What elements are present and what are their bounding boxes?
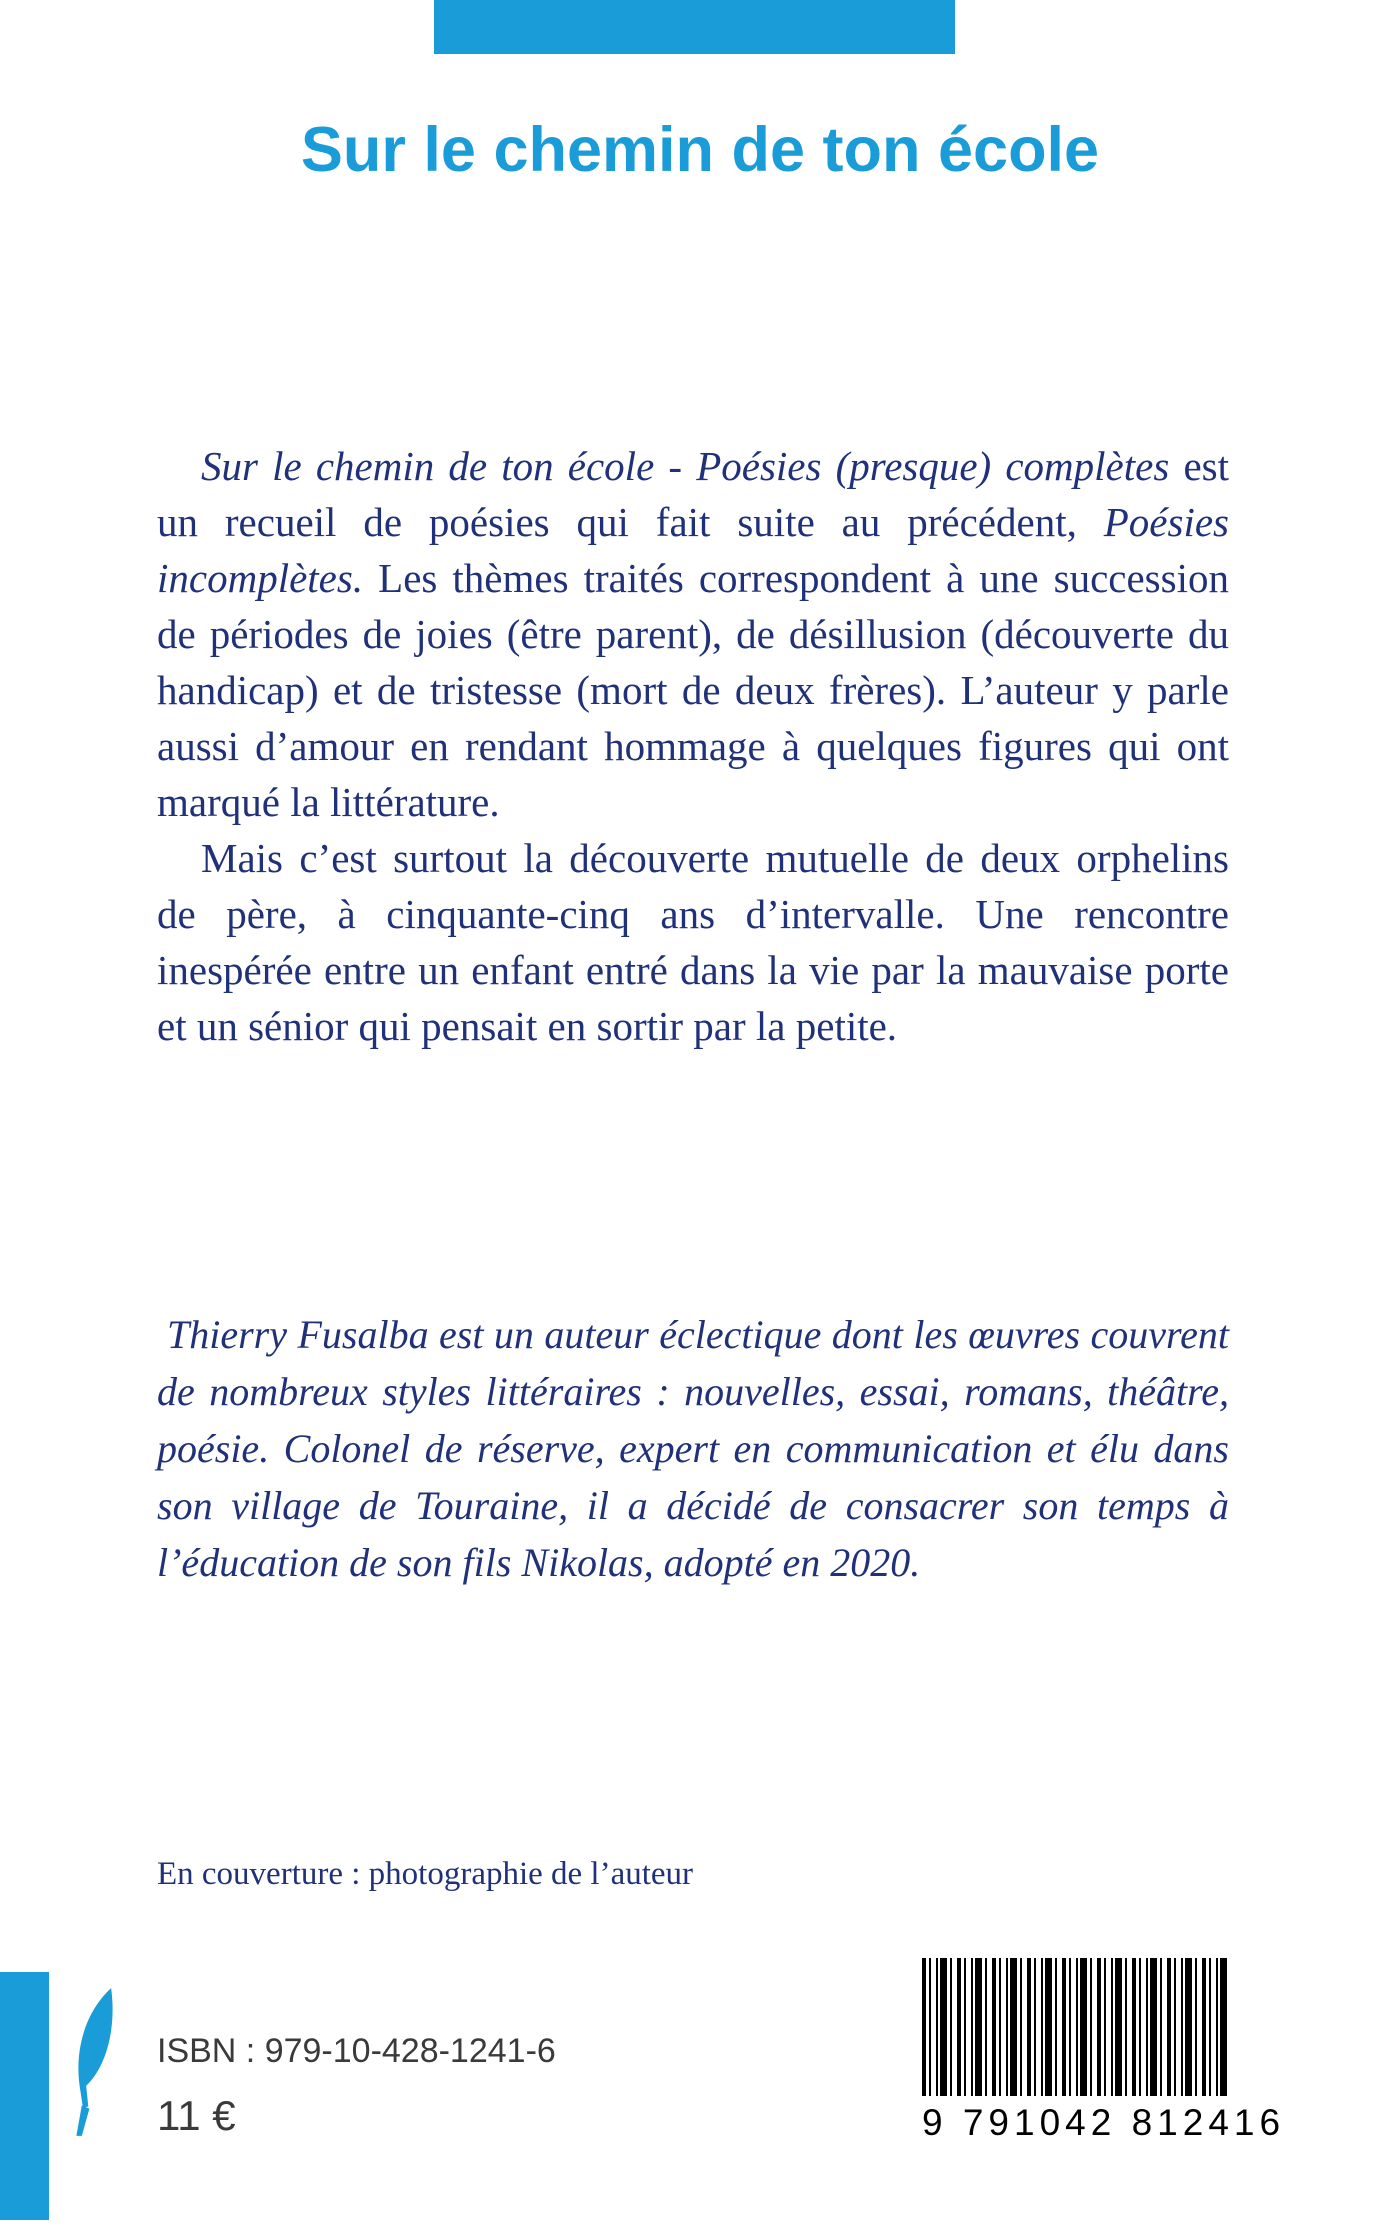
barcode — [922, 1958, 1286, 2164]
quill-feather-icon — [68, 1986, 126, 2138]
cover-photo-note: En couverture : photographie de l’auteur — [157, 1856, 694, 1892]
barcode-number: 9 791042 812416 — [922, 2102, 1286, 2143]
description-paragraph-1 — [157, 438, 1229, 830]
barcode-bars — [922, 1958, 1230, 2096]
description-booktitle-italic: Sur le chemin de ton école - Poésies (presque) complètes — [201, 443, 1170, 489]
description-block — [157, 438, 1229, 1054]
description-paragraph-2: Mais c’est surtout la découverte mutuelle de deux orphelins de père, à cinquante-cinq ans d’intervalle. Une rencontre inespérée entre un enfant entré dans la vie par la mauvaise porte et un sénior qui pensait en sortir par la petite. — [157, 835, 1229, 1049]
isbn-text: ISBN : 979-10-428-1241-6 — [157, 2032, 556, 2070]
top-accent-bar — [434, 0, 955, 54]
description-text-2: Les thèmes traités correspondent à une succession de périodes de joies (être parent), de désillusion (découverte du handicap) et de tristesse (mort de deux frères). L’auteur y parle aussi d’amour en rendant hommage à quelques figures qui ont marqué la littérature. — [157, 555, 1229, 825]
description-text-1: est un recueil de poésies qui fait suite au précédent, — [157, 443, 1229, 545]
price-text: 11 € — [157, 2092, 236, 2139]
author-bio: Thierry Fusalba est un auteur éclectique dont les œuvres couvrent de nombreux styles littéraires : nouvelles, essai, romans, théâtre, poésie. Colonel de réserve, expert en communication et élu dans son village de Touraine, il a décidé de consacrer son temps à l’éducation de son fils Nikolas, adopté en 2020. — [157, 1312, 1229, 1585]
book-title: Sur le chemin de ton école — [300, 115, 1100, 185]
description-reference-italic: Poésies incomplètes. — [157, 499, 1229, 601]
left-accent-bar — [0, 1972, 49, 2220]
